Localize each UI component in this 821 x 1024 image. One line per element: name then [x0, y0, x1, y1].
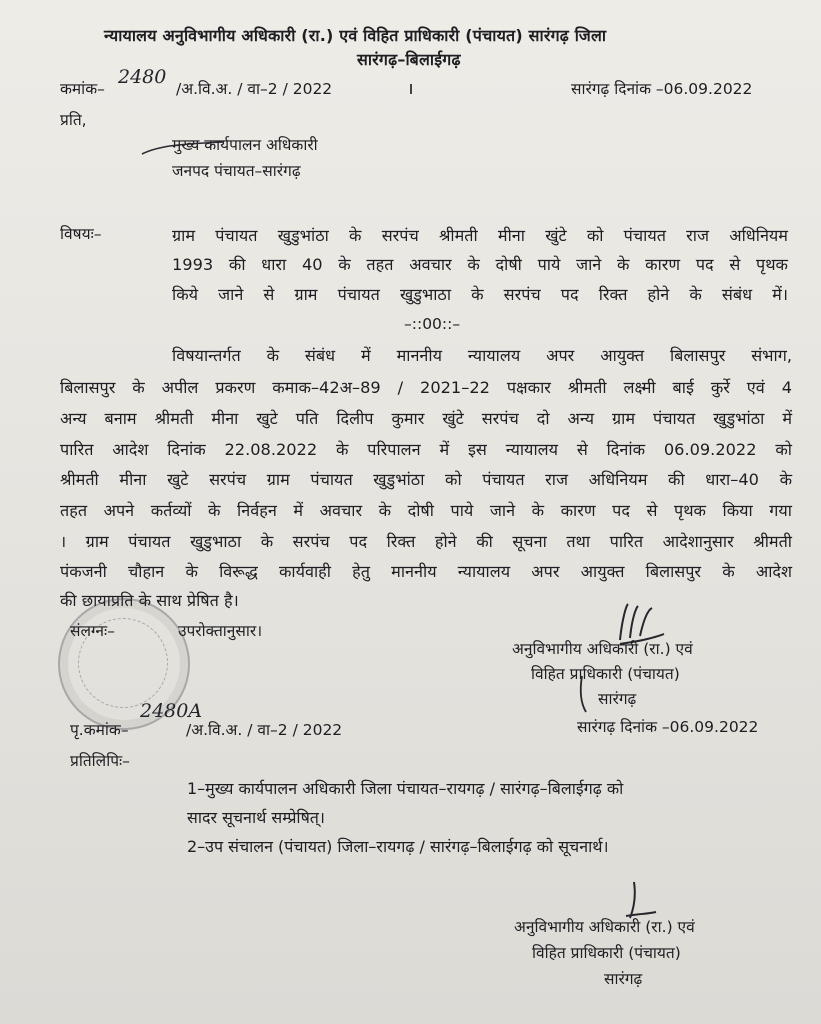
endorse-prefix: पृ.कमांक–	[70, 721, 129, 739]
court-header-line1: न्यायालय अनुविभागीय अधिकारी (रा.) एवं विहित प्राधिकारी (पंचायत) सारंगढ़ जिला	[104, 26, 607, 45]
body-line-8: पंकजनी चौहान के विरूद्ध कार्यवाही हेतु माननीय न्यायालय अपर आयुक्त बिलासपुर के आदेश	[60, 562, 792, 581]
signatory2-line2: विहित प्राधिकारी (पंचायत)	[532, 944, 681, 962]
copy-label: प्रतिलिपिः–	[70, 752, 130, 770]
signatory1-line1: अनुविभागीय अधिकारी (रा.) एवं	[512, 640, 693, 658]
body-line-4: पारित आदेश दिनांक 22.08.2022 के परिपालन में इस न्यायालय से दिनांक 06.09.2022 को	[60, 440, 792, 459]
ref-date: सारंगढ़ दिनांक –06.09.2022	[571, 80, 753, 98]
pen-stroke-mark	[138, 136, 228, 162]
to-line2: जनपद पंचायत–सारंगढ़	[172, 162, 301, 180]
body-line-7: । ग्राम पंचायत खुडुभाठा के सरपंच पद रिक्त होने की सूचना तथा पारित आदेशानुसार श्रीमती	[60, 532, 792, 551]
body-line-5: श्रीमती मीना खुटे सरपंच ग्राम पंचायत खुडुभांठा को पंचायत राज अधिनियम की धारा–40 के	[60, 470, 792, 489]
signatory1-line3: सारंगढ़	[598, 690, 637, 708]
ref-prefix: कमांक–	[60, 80, 105, 98]
subject-line-2: 1993 की धारा 40 के तहत अवचार के दोषी पाये जाने के कारण पद से पृथक	[172, 255, 788, 274]
endorse-date: सारंगढ़ दिनांक –06.09.2022	[577, 718, 759, 736]
enclosure-label: संलग्नः–	[70, 622, 115, 640]
ref-suffix: /अ.वि.अ. / वा–2 / 2022	[176, 80, 333, 98]
subject-line-3: किये जाने से ग्राम पंचायत खुडुभाठा के सरपंच पद रिक्त होने के संबंध में।	[172, 285, 788, 304]
body-line-2: बिलासपुर के अपील प्रकरण कमाक–42अ–89 / 2021–22 पक्षकार श्रीमती लक्ष्मी बाई कुर्रे एवं 4	[60, 378, 792, 397]
signatory1-line2: विहित प्राधिकारी (पंचायत)	[531, 665, 680, 683]
endorse-number-handwritten: 2480A	[140, 700, 203, 722]
body-line-3: अन्य बनाम श्रीमती मीना खुटे पति दिलीप कुमार खुंटे सरपंच दो अन्य ग्राम पंचायत खुडुभांठा में	[60, 409, 792, 428]
endorse-suffix: /अ.वि.अ. / वा–2 / 2022	[186, 721, 343, 739]
body-line-6: तहत अपने कर्तव्यों के निर्वहन में अवचार के दोषी पाये जाने के कारण पद से पृथक किया गया	[60, 501, 792, 520]
signature-hook	[574, 672, 598, 716]
separator: –::00::–	[404, 315, 461, 333]
stray-mark	[410, 84, 412, 94]
subject-line-1: ग्राम पंचायत खुडुभांठा के सरपंच श्रीमती मीना खुंटे को पंचायत राज अधिनियम	[172, 226, 788, 245]
copy-item1-line2: सादर सूचनार्थ सम्प्रेषित्।	[187, 808, 325, 827]
to-line1: मुख्य कार्यपालन अधिकारी	[172, 136, 318, 154]
signatory2-line3: सारंगढ़	[604, 970, 643, 988]
body-line-1: विषयान्तर्गत के संबंध में माननीय न्यायालय अपर आयुक्त बिलासपुर संभाग,	[172, 346, 792, 365]
signatory2-line1: अनुविभागीय अधिकारी (रा.) एवं	[514, 918, 695, 936]
subject-label: विषयः–	[60, 225, 102, 243]
to-label: प्रति,	[60, 111, 87, 129]
enclosure-value: उपरोक्तानुसार।	[178, 622, 263, 640]
body-last-line: की छायाप्रति के साथ प्रेषित है।	[60, 591, 239, 610]
ref-number-handwritten: 2480	[118, 66, 167, 88]
court-header-line2: सारंगढ़–बिलाईगढ़	[357, 50, 461, 69]
copy-item2: 2–उप संचालन (पंचायत) जिला–रायगढ़ / सारंगढ़–बिलाईगढ़ को सूचनार्थ।	[187, 837, 609, 856]
copy-item1-line1: 1–मुख्य कार्यपालन अधिकारी जिला पंचायत–रायगढ़ / सारंगढ़–बिलाईगढ़ को	[187, 779, 624, 798]
